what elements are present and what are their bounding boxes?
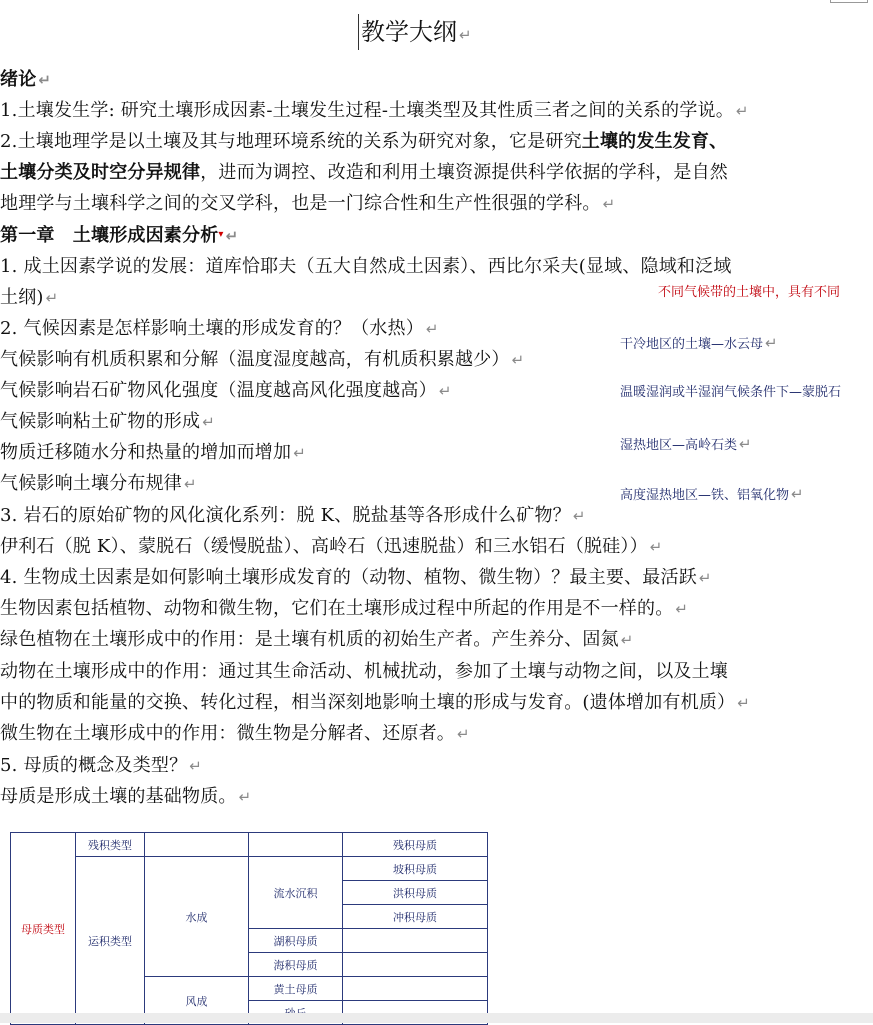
paragraph-line: 2. 气候因素是怎样影响土壤的形成发育的？（水热） ↵ xyxy=(0,318,439,339)
paragraph-line: 伊利石（脱 K）、蒙脱石（缓慢脱盐）、高岭石（迅速脱盐）和三水铝石（脱硅）） ↵ xyxy=(0,536,663,557)
paragraph-line: 5. 母质的概念及类型？ ↵ xyxy=(0,755,203,776)
paragraph-line: 物质迁移随水分和热量的增加而增加 ↵ xyxy=(0,442,306,463)
paragraph-line: 母质是形成土壤的基础物质。 ↵ xyxy=(0,786,252,807)
paragraph-line: 4. 生物成土因素是如何影响土壤形成发育的（动物、植物、微生物）？最主要、最活跃 ↵ xyxy=(0,567,712,588)
margin-note: 不同气候带的土壤中，具有不同 xyxy=(658,285,841,300)
table-cell: 坡积母质 xyxy=(343,857,488,881)
status-bar xyxy=(0,1013,873,1023)
paragraph-line: 绿色植物在土壤形成中的作用：是土壤有机质的初始生产者。产生养分、固氮 ↵ xyxy=(0,629,634,650)
table-cell: 水成 xyxy=(145,857,249,977)
paragraph-line: 气候影响岩石矿物风化强度（温度越高风化强度越高） ↵ xyxy=(0,380,452,401)
table-cell: 残积类型 xyxy=(76,833,145,857)
table-cell xyxy=(249,833,343,857)
table-cell: 海积母质 xyxy=(249,953,343,977)
paragraph-line: 1. 成土因素学说的发展：道库恰耶夫（五大自然成土因素）、西比尔采夫(显域、隐域和泛域 xyxy=(0,256,732,277)
table-cell: 母质类型 xyxy=(11,833,76,1025)
title-text: 教学大纲 xyxy=(361,18,457,46)
margin-note: 高度湿热地区—铁、铝氧化物 ↵ xyxy=(620,485,804,503)
heading-intro: 绪论 ↵ xyxy=(0,69,52,90)
table-cell: 冲积母质 xyxy=(343,905,488,929)
paragraph-line: 土壤分类及时空分异规律，进而为调控、改造和利用土壤资源提供科学依据的学科，是自然 xyxy=(0,162,728,183)
paragraph-line: 气候影响粘土矿物的形成 ↵ xyxy=(0,411,215,432)
paragraph-line: 地理学与土壤科学之间的交叉学科，也是一门综合性和生产性很强的学科。 ↵ xyxy=(0,193,616,214)
paragraph-line: 生物因素包括植物、动物和微生物，它们在土壤形成过程中所起的作用是不一样的。 ↵ xyxy=(0,598,689,619)
paragraph-line: 微生物在土壤形成中的作用：微生物是分解者、还原者。 ↵ xyxy=(0,723,470,744)
table-cell: 湖积母质 xyxy=(249,929,343,953)
window-corner-box xyxy=(830,0,868,3)
table-cell: 黄土母质 xyxy=(249,977,343,1001)
paragraph-line: 2.土壤地理学是以土壤及其与地理环境系统的关系为研究对象，它是研究土壤的发生发育、 xyxy=(0,131,728,152)
table-cell xyxy=(343,953,488,977)
parent-material-table xyxy=(10,832,488,1025)
heading-chapter-1: 第一章 土壤形成因素分析▾ ↵ xyxy=(0,225,239,246)
table-cell: 运积类型 xyxy=(76,857,145,1025)
margin-note: 干冷地区的土壤—水云母 ↵ xyxy=(620,334,778,352)
table-cell xyxy=(343,977,488,1001)
table-cell: 残积母质 xyxy=(343,833,488,857)
paragraph-line: 1.土壤发生学: 研究土壤形成因素-土壤发生过程-土壤类型及其性质三者之间的关系的学说。 ↵ xyxy=(0,100,749,121)
table-cell: 流水沉积 xyxy=(249,857,343,929)
table-cell: 风成 xyxy=(145,977,249,1025)
paragraph-line: 气候影响土壤分布规律 ↵ xyxy=(0,473,197,494)
table-cell xyxy=(343,929,488,953)
page-title xyxy=(358,14,472,50)
paragraph-mark: ↵ xyxy=(459,26,472,44)
paragraph-line: 中的物质和能量的交换、转化过程，相当深刻地影响土壤的形成与发育。(遗体增加有机质） ↵ xyxy=(0,692,750,713)
margin-note: 湿热地区—高岭石类 ↵ xyxy=(620,435,752,453)
margin-note: 温暖湿润或半湿润气候条件下—蒙脱石 xyxy=(620,385,842,400)
paragraph-line: 动物在土壤形成中的作用：通过其生命活动、机械扰动，参加了土壤与动物之间，以及土壤 xyxy=(0,661,728,682)
table-cell: 洪积母质 xyxy=(343,881,488,905)
paragraph-line: 3. 岩石的原始矿物的风化演化系列：脱 K、脱盐基等各形成什么矿物？ ↵ xyxy=(0,505,586,526)
paragraph-line: 气候影响有机质积累和分解（温度湿度越高，有机质积累越少） ↵ xyxy=(0,349,525,370)
table-cell xyxy=(145,833,249,857)
paragraph-line: 土纲) ↵ xyxy=(0,287,59,308)
